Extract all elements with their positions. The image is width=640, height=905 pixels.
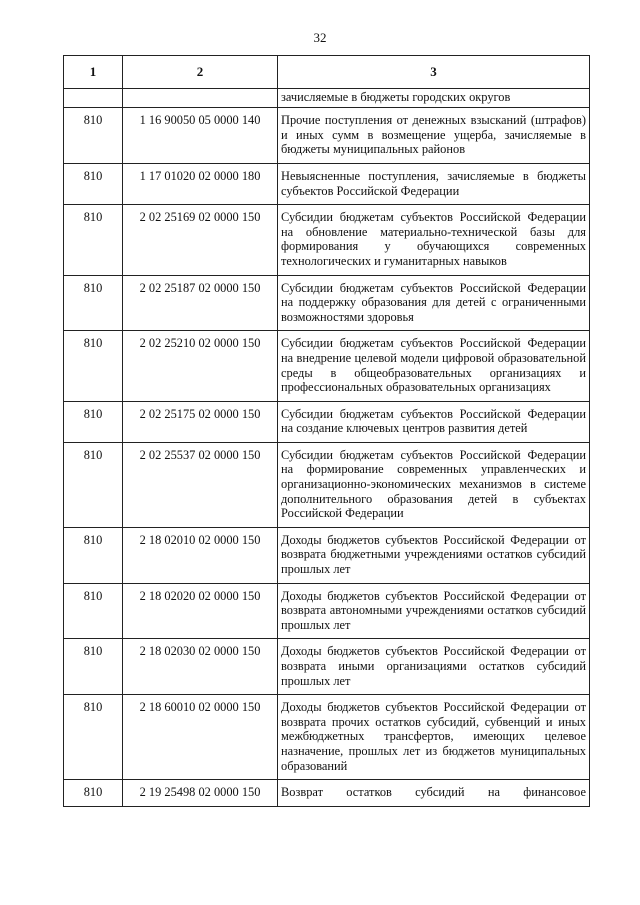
admin-code-cell: 810 xyxy=(64,695,123,780)
revenue-description-cell: Субсидии бюджетам субъектов Российской Федерации на поддержку образования для детей с ограниченными возможностями здоровья xyxy=(278,275,590,331)
revenue-description-cell: Доходы бюджетов субъектов Российской Федерации от возврата прочих остатков субсидий, субвенций и иных межбюджетных трансфертов, имеющих целевое назначение, прошлых лет из бюджетов муниципальных образований xyxy=(278,695,590,780)
admin-code-cell: 810 xyxy=(64,163,123,204)
admin-code-cell: 810 xyxy=(64,331,123,401)
revenue-codes-table xyxy=(63,55,590,807)
admin-code-cell: 810 xyxy=(64,583,123,639)
table-row xyxy=(64,331,590,401)
revenue-description-cell: Субсидии бюджетам субъектов Российской Федерации на формирование современных управленческих и организационно-экономических механизмов в системе дополнительного образования детей в субъектах Российской Федерации xyxy=(278,442,590,527)
admin-code-cell: 810 xyxy=(64,275,123,331)
admin-code-cell: 810 xyxy=(64,108,123,164)
admin-code-cell: 810 xyxy=(64,205,123,275)
budget-classification-code-cell: 2 18 02010 02 0000 150 xyxy=(123,527,278,583)
revenue-description-cell: Субсидии бюджетам субъектов Российской Федерации на создание ключевых центров развития детей xyxy=(278,401,590,442)
admin-code-cell: 810 xyxy=(64,401,123,442)
budget-classification-code-cell xyxy=(123,88,278,108)
admin-code-cell: 810 xyxy=(64,527,123,583)
table-row xyxy=(64,695,590,780)
table-row xyxy=(64,527,590,583)
revenue-description-cell: Доходы бюджетов субъектов Российской Федерации от возврата автономными учреждениями остатков субсидий прошлых лет xyxy=(278,583,590,639)
table-row xyxy=(64,780,590,807)
table-row xyxy=(64,163,590,204)
revenue-description-cell: Доходы бюджетов субъектов Российской Федерации от возврата бюджетными учреждениями остатков субсидий прошлых лет xyxy=(278,527,590,583)
page-number: 32 xyxy=(313,30,327,45)
admin-code-cell: 810 xyxy=(64,442,123,527)
table-row xyxy=(64,442,590,527)
table-row xyxy=(64,108,590,164)
budget-classification-code-cell: 2 18 02020 02 0000 150 xyxy=(123,583,278,639)
admin-code-cell xyxy=(64,88,123,108)
table-row xyxy=(64,275,590,331)
revenue-description-cell: зачисляемые в бюджеты городских округов xyxy=(278,88,590,108)
revenue-description-cell: Невыясненные поступления, зачисляемые в бюджеты субъектов Российской Федерации xyxy=(278,163,590,204)
budget-classification-code-cell: 2 02 25537 02 0000 150 xyxy=(123,442,278,527)
revenue-description-cell: Субсидии бюджетам субъектов Российской Федерации на обновление материально-технической базы для формирования у обучающихся современных технологических и гуманитарных навыков xyxy=(278,205,590,275)
budget-classification-code-cell: 2 02 25187 02 0000 150 xyxy=(123,275,278,331)
column-header-description: 3 xyxy=(278,56,590,89)
admin-code-cell: 810 xyxy=(64,780,123,807)
table-row xyxy=(64,401,590,442)
revenue-description-cell: Субсидии бюджетам субъектов Российской Федерации на внедрение целевой модели цифровой образовательной среды в общеобразовательных организациях и профессиональных образовательных организациях xyxy=(278,331,590,401)
budget-classification-code-cell: 2 18 02030 02 0000 150 xyxy=(123,639,278,695)
column-header-code: 2 xyxy=(123,56,278,89)
revenue-description-cell: Прочие поступления от денежных взысканий (штрафов) и иных сумм в возмещение ущерба, зачисляемые в бюджеты муниципальных районов xyxy=(278,108,590,164)
column-header-admin: 1 xyxy=(64,56,123,89)
table-row xyxy=(64,583,590,639)
budget-classification-code-cell: 2 02 25169 02 0000 150 xyxy=(123,205,278,275)
table-header-row xyxy=(64,56,590,89)
table-row xyxy=(64,88,590,108)
admin-code-cell: 810 xyxy=(64,639,123,695)
budget-classification-code-cell: 2 18 60010 02 0000 150 xyxy=(123,695,278,780)
revenue-description-cell: Возврат остатков субсидий на финансовое xyxy=(278,780,590,807)
budget-classification-code-cell: 1 16 90050 05 0000 140 xyxy=(123,108,278,164)
table-body xyxy=(64,88,590,806)
budget-classification-code-cell: 1 17 01020 02 0000 180 xyxy=(123,163,278,204)
budget-classification-code-cell: 2 02 25175 02 0000 150 xyxy=(123,401,278,442)
budget-classification-code-cell: 2 02 25210 02 0000 150 xyxy=(123,331,278,401)
table-row xyxy=(64,205,590,275)
budget-classification-code-cell: 2 19 25498 02 0000 150 xyxy=(123,780,278,807)
revenue-description-cell: Доходы бюджетов субъектов Российской Федерации от возврата иными организациями остатков субсидий прошлых лет xyxy=(278,639,590,695)
table-row xyxy=(64,639,590,695)
